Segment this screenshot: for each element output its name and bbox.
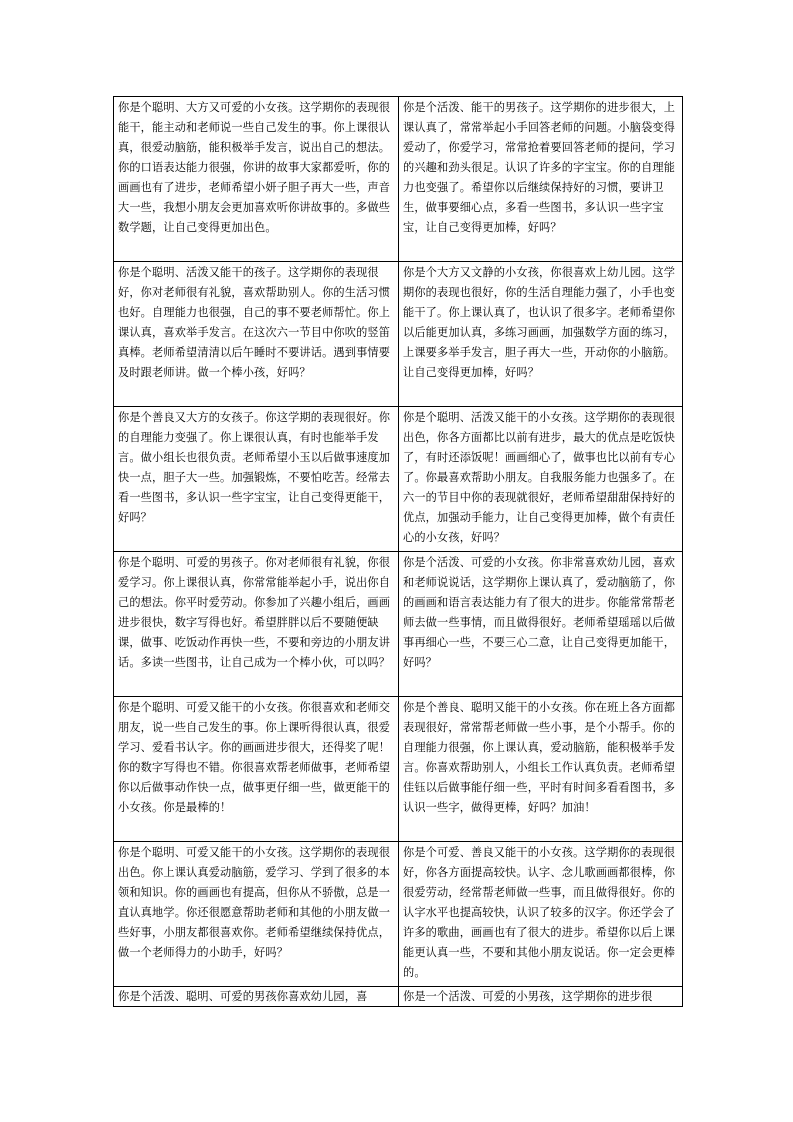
table-row: [114, 552, 683, 697]
comment-cell-right: 你是个善良、聪明又能干的小女孩。你在班上各方面都表现很好，常常帮老师做一些小事，是个小帮手。你的自理能力很强，你上课认真，爱动脑筋，能积极举手发言。你喜欢帮助别人，小组长工作认真负责。老师希望佳钰以后做事能仔细一些，平时有时间多看看图书，多认识一些字，做得更棒，好吗？加油！: [399, 697, 683, 842]
comment-cell-left: 你是个善良又大方的女孩子。你这学期的表现很好。你的自理能力变强了。你上课很认真，有时也能举手发言。做小组长也很负责。老师希望小玉以后做事速度加快一点，胆子大一些。加强锻炼，不要怕吃苦。经常去看一些图书，多认识一些字宝宝，让自己变得更能干，好吗？: [114, 407, 399, 552]
comment-cell-right: 你是个大方又文静的小女孩，你很喜欢上幼儿园。这学期你的表现也很好，你的生活自理能力强了，小手也变能干了。你上课认真了，也认识了很多字。老师希望你以后能更加认真，多练习画画，加强数学方面的练习，上课要多举手发言，胆子再大一些，开动你的小脑筋。让自己变得更加棒，好吗？: [399, 262, 683, 407]
comment-cell-right: 你是个可爱、善良又能干的小女孩。这学期你的表现很好，你各方面提高较快。认字、念儿歌画画都很棒，你很爱劳动，经常帮老师做一些事，而且做得很好。你的认字水平也提高较快，认识了较多的汉字。你还学会了许多的歌曲，画画也有了很大的进步。希望你以后上课能更认真一些，不要和其他小朋友说话。你一定会更棒的。: [399, 842, 683, 987]
table-row: [114, 697, 683, 842]
table-row: [114, 262, 683, 407]
comments-table: [113, 96, 683, 1007]
comment-cell-left: 你是个聪明、活泼又能干的孩子。这学期你的表现很好，你对老师很有礼貌，喜欢帮助别人。你的生活习惯也好。自理能力也很强，自己的事不要老师帮忙。你上课认真，喜欢举手发言。在这次六一节目中你吹的竖笛真棒。老师希望清清以后午睡时不要讲话。遇到事情要及时跟老师讲。做一个棒小孩，好吗？: [114, 262, 399, 407]
comment-cell-left: 你是个聪明、大方又可爱的小女孩。这学期你的表现很能干，能主动和老师说一些自己发生的事。你上课很认真，很爱动脑筋，能积极举手发言，说出自己的想法。你的口语表达能力很强，你讲的故事大家都爱听，你的画画也有了进步，老师希望小妍子胆子再大一些，声音大一些，我想小朋友会更加喜欢听你讲故事的。多做些数学题，让自己变得更加出色。: [114, 97, 399, 262]
comment-cell-left: 你是个聪明、可爱的男孩子。你对老师很有礼貌，你很爱学习。你上课很认真，你常常能举起小手，说出你自己的想法。你平时爱劳动。你参加了兴趣小组后，画画进步很快，数字写得也好。希望胖胖以后不要随便缺课，做事、吃饭动作再快一些，不要和旁边的小朋友讲话。多读一些图书，让自己成为一个棒小伙，可以吗？: [114, 552, 399, 697]
comment-cell-right: 你是个聪明、活泼又能干的小女孩。这学期你的表现很出色，你各方面都比以前有进步，最大的优点是吃饭快了，有时还添饭呢！画画细心了，做事也比以前有专心了。你最喜欢帮助小朋友。自我服务能力也强多了。在六一的节目中你的表现就很好，老师希望甜甜保持好的优点，加强动手能力，让自己变得更加棒，做个有责任心的小女孩，好吗？: [399, 407, 683, 552]
comment-cell-left: 你是个活泼、聪明、可爱的男孩你喜欢幼儿园，喜: [114, 987, 399, 1007]
table-row: [114, 407, 683, 552]
comment-cell-right: 你是一个活泼、可爱的小男孩，这学期你的进步很: [399, 987, 683, 1007]
comment-cell-right: 你是个活泼、可爱的小女孩。你非常喜欢幼儿园，喜欢和老师说说话，这学期你上课认真了，爱动脑筋了，你的画画和语言表达能力有了很大的进步。你能常常帮老师去做一些事情，而且做得很好。老师希望瑶瑶以后做事再细心一些，不要三心二意，让自己变得更加能干，好吗？: [399, 552, 683, 697]
comment-cell-left: 你是个聪明、可爱又能干的小女孩。你很喜欢和老师交朋友，说一些自己发生的事。你上课听得很认真，很爱学习、爱看书认字。你的画画进步很大，还得奖了呢！你的数字写得也不错。你很喜欢帮老师做事，老师希望你以后做事动作快一点，做事更仔细一些，做更能干的小女孩。你是最棒的！: [114, 697, 399, 842]
comment-cell-right: 你是个活泼、能干的男孩子。这学期你的进步很大，上课认真了，常常举起小手回答老师的问题。小脑袋变得爱动了，你爱学习，常常抢着要回答老师的提问，学习的兴趣和劲头很足。认识了许多的字宝宝。你的自理能力也变强了。希望你以后继续保持好的习惯，要讲卫生，做事要细心点，多看一些图书，多认识一些字宝宝，让自己变得更加棒，好吗？: [399, 97, 683, 262]
table-row: [114, 97, 683, 262]
table-row: [114, 842, 683, 987]
table-row: [114, 987, 683, 1007]
comment-cell-left: 你是个聪明、可爱又能干的小女孩。这学期你的表现很出色。你上课认真爱动脑筋，爱学习、学到了很多的本领和知识。你的画画也有提高，但你从不骄傲，总是一直认真地学。你还很愿意帮助老师和其他的小朋友做一些好事，小朋友都很喜欢你。老师希望继续保持优点，做一个老师得力的小助手，好吗？: [114, 842, 399, 987]
